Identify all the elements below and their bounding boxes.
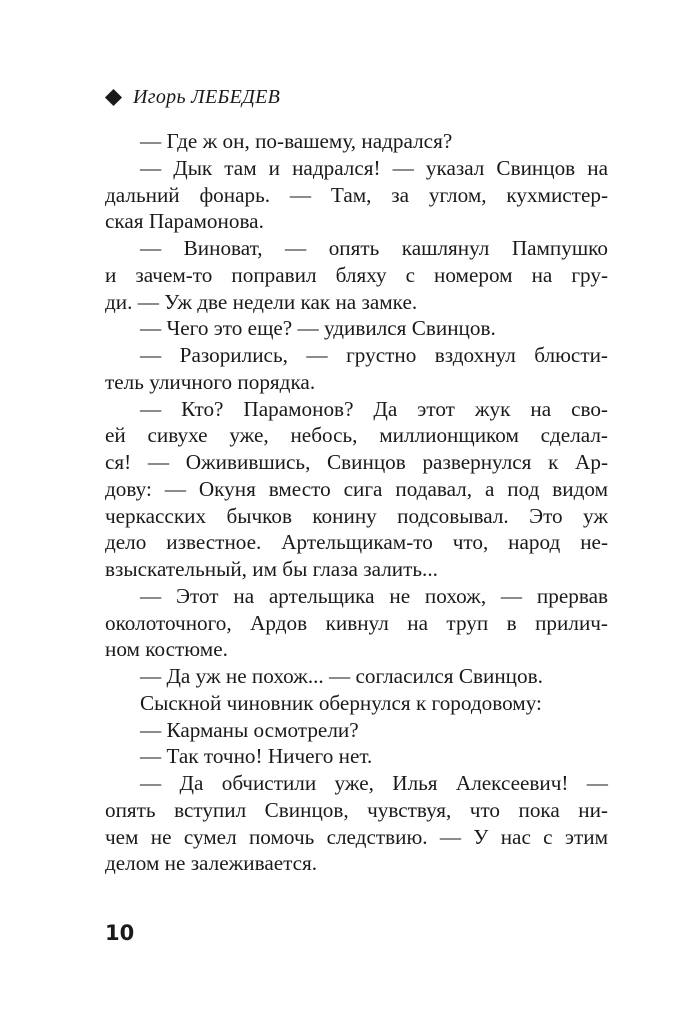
- text-line: и зачем-то поправил бляху с номером на гру-: [105, 262, 608, 287]
- text-line: — Так точно! Ничего нет.: [140, 744, 373, 769]
- text-line: тель уличного порядка.: [105, 369, 316, 394]
- text-line: взыскательный, им бы глаза залить...: [105, 557, 438, 581]
- text-line: околоточного, Ардов кивнул на труп в прилич-: [105, 610, 608, 635]
- text-line: — Кто? Парамонов? Да этот жук на сво-: [140, 396, 608, 421]
- text-line: — Да уж не похож... — согласился Свинцов.: [140, 664, 543, 688]
- text-line: — Где ж он, по-вашему, надрался?: [140, 129, 453, 153]
- text-line: делом не залеживается.: [105, 851, 318, 876]
- text-line: — Да обчистили уже, Илья Алексеевич! —: [140, 771, 608, 795]
- text-line: ся! — Оживившись, Свинцов развернулся к Ар-: [105, 450, 608, 474]
- text-line: черкасских бычков конину подсовывал. Это уж: [105, 503, 608, 528]
- text-line: — Дык там и надрался! — указал Свинцов на: [140, 155, 608, 180]
- text-line: ди. — Уж две недели как на замке.: [105, 289, 418, 314]
- text-line: ская Парамонова.: [105, 209, 264, 234]
- text-line: опять вступил Свинцов, чувствуя, что пока ни-: [105, 797, 608, 822]
- text-line: Сыскной чиновник обернулся к городовому:: [140, 690, 542, 715]
- text-line: — Чего это еще? — удивился Свинцов.: [140, 316, 496, 341]
- diamond-ornament-icon: [104, 88, 123, 107]
- text-line: дело известное. Артельщикам-то что, народ не-: [105, 530, 608, 555]
- text-line: — Карманы осмотрели?: [140, 717, 359, 742]
- text-line: — Разорились, — грустно вздохнул блюсти-: [140, 343, 608, 367]
- text-line: ей сивухе уже, небось, миллионщиком сделал-: [105, 423, 608, 448]
- text-line: чем не сумел помочь следствию. — У нас с этим: [105, 824, 608, 849]
- page-number: 10: [105, 921, 135, 945]
- text-line: дову: — Окуня вместо сига подавал, а под видом: [105, 476, 608, 501]
- running-head: [104, 84, 280, 110]
- text-line: — Этот на артельщика не похож, — прервав: [140, 583, 608, 608]
- text-line: ном костюме.: [105, 637, 228, 662]
- text-line: дальний фонарь. — Там, за углом, кухмистер-: [105, 182, 608, 207]
- author-name: Игорь ЛЕБЕДЕВ: [133, 85, 281, 108]
- body-text: [105, 128, 608, 877]
- text-line: — Виноват, — опять кашлянул Пампушко: [140, 236, 608, 260]
